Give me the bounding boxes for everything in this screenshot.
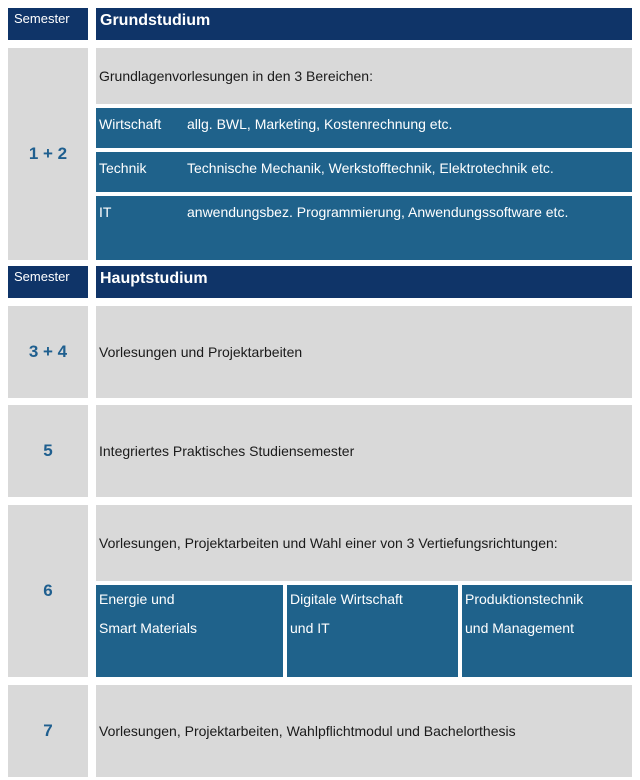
semester-description: Vorlesungen, Projektarbeiten und Wahl einer von 3 Vertiefungsrichtungen: xyxy=(96,505,632,581)
specialization-line: und IT xyxy=(290,620,330,636)
area-row-it xyxy=(96,196,632,260)
semester-header-label: Semester xyxy=(8,8,88,40)
semester-description: Vorlesungen, Projektarbeiten, Wahlpflichtmodul und Bachelorthesis xyxy=(96,685,632,777)
semester-number-3-4: 3 + 4 xyxy=(8,306,88,398)
area-description: Technische Mechanik, Werkstofftechnik, Elektrotechnik etc. xyxy=(187,160,554,176)
specialization-line: Produktionstechnik xyxy=(465,591,584,607)
specialization-line: Digitale Wirtschaft xyxy=(290,591,403,607)
semester-description: Integriertes Praktisches Studiensemester xyxy=(96,405,632,497)
area-name: Wirtschaft xyxy=(99,116,162,132)
specialization-production xyxy=(462,585,632,677)
specialization-digital xyxy=(287,585,458,677)
semester-number-5: 5 xyxy=(8,405,88,497)
area-row-technik xyxy=(96,152,632,192)
grundstudium-intro: Grundlagenvorlesungen in den 3 Bereichen: xyxy=(96,48,632,104)
area-name: Technik xyxy=(99,160,147,176)
area-name: IT xyxy=(99,204,112,220)
area-row-wirtschaft xyxy=(96,108,632,148)
specialization-line: und Management xyxy=(465,620,574,636)
area-description: allg. BWL, Marketing, Kostenrechnung etc. xyxy=(187,116,453,132)
semester-number-6: 6 xyxy=(8,505,88,677)
area-description: anwendungsbez. Programmierung, Anwendungssoftware etc. xyxy=(187,204,569,220)
section-title-grundstudium: Grundstudium xyxy=(96,8,632,40)
specialization-line: Smart Materials xyxy=(99,620,198,636)
semester-number-1-2: 1 + 2 xyxy=(8,48,88,260)
section-title-hauptstudium: Hauptstudium xyxy=(96,266,632,298)
semester-header-label: Semester xyxy=(8,266,88,298)
specialization-line: Energie und xyxy=(99,591,175,607)
specialization-energy xyxy=(96,585,283,677)
semester-description: Vorlesungen und Projektarbeiten xyxy=(96,306,632,398)
semester-number-7: 7 xyxy=(8,685,88,777)
